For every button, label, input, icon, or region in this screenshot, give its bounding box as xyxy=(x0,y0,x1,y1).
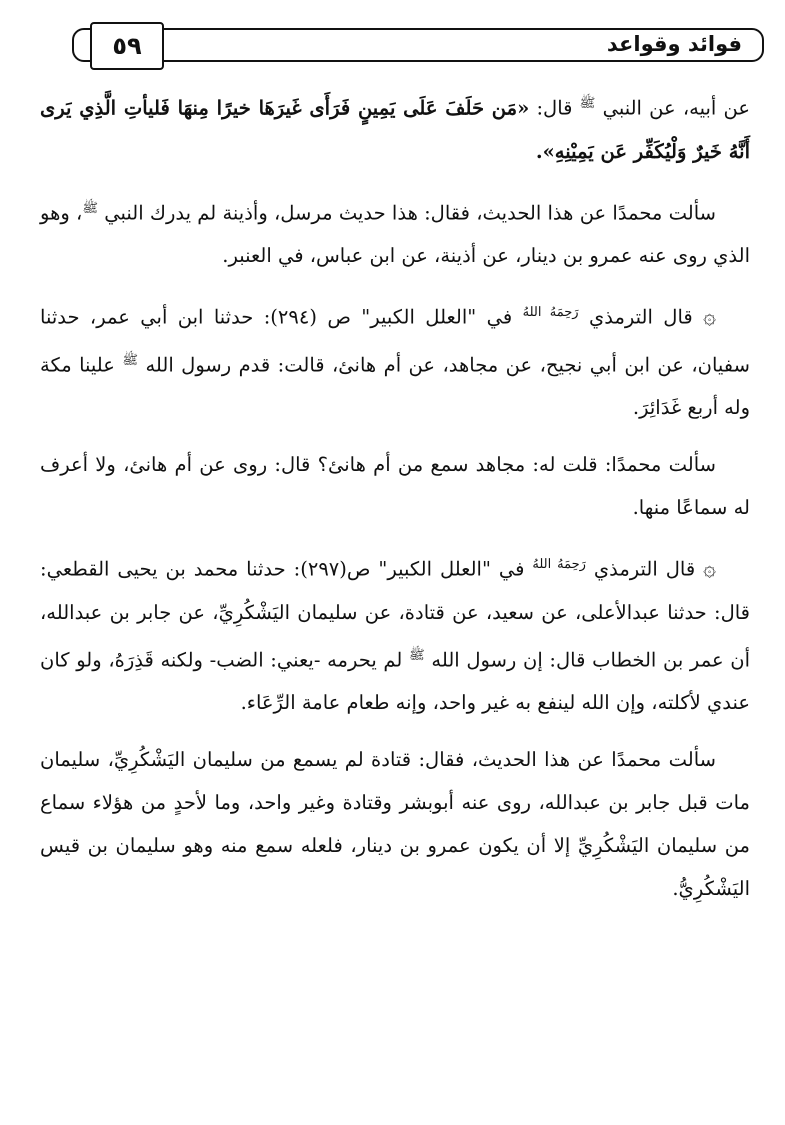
text-run: عن أبيه، عن النبي xyxy=(595,96,750,120)
running-header xyxy=(72,28,764,62)
text-run: قال الترمذي xyxy=(578,305,704,329)
text-run: قال: xyxy=(529,96,580,120)
page-number: ٥٩ xyxy=(112,32,142,60)
text-run: سألت محمدًا عن هذا الحديث، فقال: قتادة لم يسمع من سليمان اليَشْكُرِيِّ، سليمان مات قبل جابر بن عبدالله، روى عنه أبوبشر وقتادة وغير واحد، وما لأحدٍ من هؤلاء سماع من سليمان اليَشْكُرِيِّ إلا أن يكون عمرو بن دينار، فلعله سمع منه وهو سليمان بن قيس اليَشْكُرِيُّ. xyxy=(40,748,750,900)
blessing-glyph: ﷺ xyxy=(409,647,425,663)
text-run: سألت محمدًا عن هذا الحديث، فقال: هذا حديث مرسل، وأذينة لم يدرك النبي xyxy=(98,201,716,224)
text-run: ، وهو الذي روى عنه عمرو بن دينار، عن أذينة، عن ابن عباس، في العنبر. xyxy=(40,201,750,267)
blessing-glyph: ﷺ xyxy=(579,96,596,111)
paragraph-3 xyxy=(40,291,750,429)
paragraph-6 xyxy=(40,738,750,910)
text-run: لم يحرمه -يعني: الضب- ولكنه قَذِرَهُ، ولو كان عندي لأكلته، وإن الله لينفع به غير واحد، وإنه طعام عامة الرِّعَاء. xyxy=(40,648,750,714)
page-body xyxy=(40,82,750,924)
text-run: علينا مكة وله أربع غَدَائِرَ. xyxy=(40,353,750,419)
star-ornament-icon: ۞ xyxy=(703,556,716,582)
text-run: سألت محمدًا: قلت له: مجاهد سمع من أم هانئ؟ قال: روى عن أم هانئ، ولا أعرف له سماعًا منها. xyxy=(40,453,750,519)
text-run: قال الترمذي xyxy=(585,557,704,581)
paragraph-5 xyxy=(40,543,750,724)
text-run: في "العلل الكبير" ص (٢٩٤): حدثنا ابن أبي عمر، حدثنا سفيان، عن ابن أبي نجيح، عن مجاهد، عن أم هانئ، قالت: قدم رسول الله xyxy=(40,305,750,376)
blessing-glyph: ﷺ xyxy=(122,352,139,368)
blessing-glyph: ﷺ xyxy=(82,200,99,216)
hadith-quote: «مَن حَلَفَ عَلَى يَمِينٍ فَرَأَى غَيرَهَا خيرًا مِنهَا فَليأتِ الَّذِي يَرى أَنَّهُ خَيرٌ وَلْيُكَفِّر عَن يَمِيْنِهِ». xyxy=(40,96,750,163)
rahimahu-glyph: رَحِمَهُ اللهُ xyxy=(522,305,579,320)
paragraph-1 xyxy=(40,82,750,173)
rahimahu-glyph: رَحِمَهُ اللهُ xyxy=(532,557,586,572)
paragraph-4 xyxy=(40,443,750,529)
text-run: في "العلل الكبير" ص(٢٩٧): حدثنا محمد بن يحيى القطعي: قال: حدثنا عبدالأعلى، عن سعيد، عن قتادة، عن سليمان اليَشْكُرِيِّ، عن جابر بن عبدالله، أن عمر بن الخطاب قال: إن رسول الله xyxy=(40,557,751,671)
star-ornament-icon: ۞ xyxy=(703,304,716,330)
paragraph-2 xyxy=(40,187,750,278)
book-title: فوائد وقواعد xyxy=(606,32,742,56)
page-number-box xyxy=(90,22,164,70)
